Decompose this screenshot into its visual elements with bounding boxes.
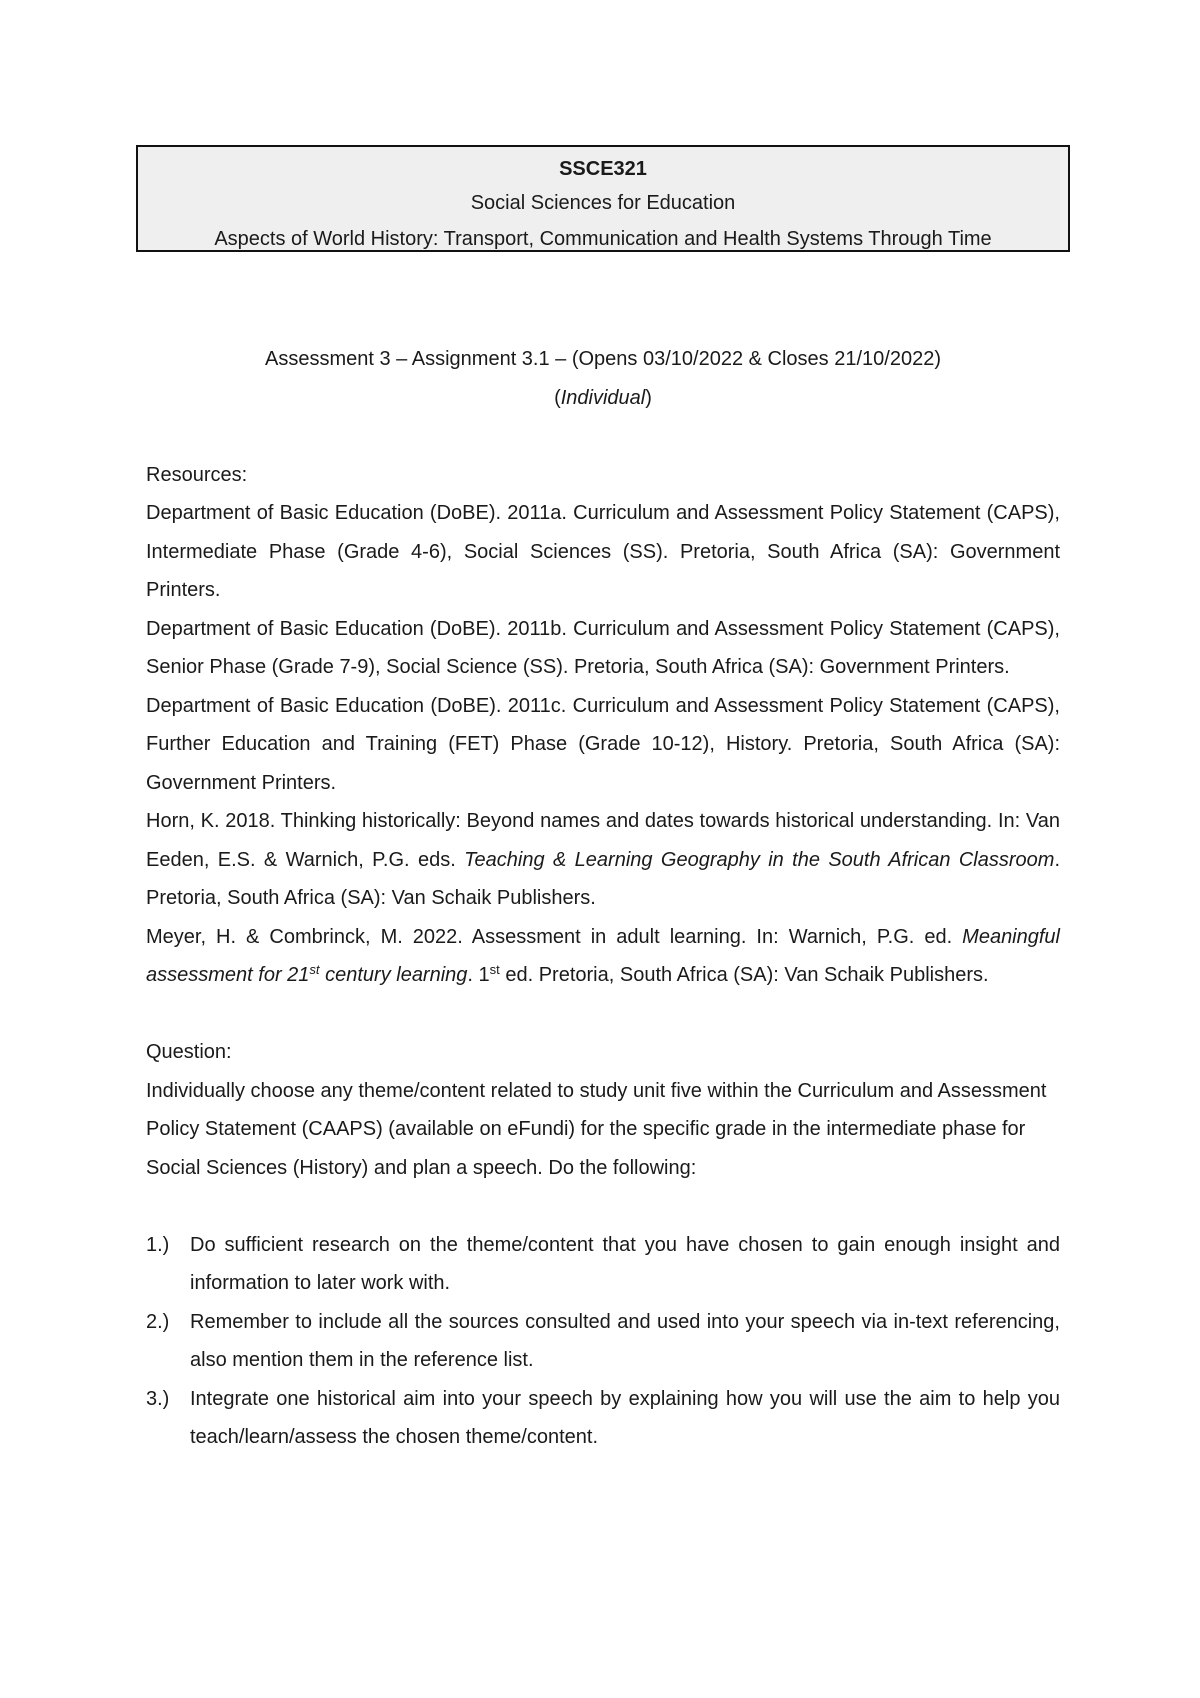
assessment-mode-value: Individual: [560, 386, 646, 409]
reference-book-title-part: Meaningful assessment for 21: [146, 925, 1060, 986]
reference-item: [146, 802, 1060, 918]
task-item: [146, 1380, 1060, 1457]
task-number: 3.): [146, 1387, 170, 1410]
module-topic: Aspects of World History: Transport, Communication and Health Systems Through Time: [214, 228, 992, 250]
reference-book-title-part: century learning: [319, 964, 468, 986]
spacer: [146, 417, 1060, 456]
task-item: [146, 1303, 1060, 1380]
reference-item: Department of Basic Education (DoBE). 2011b. Curriculum and Assessment Policy Statement (CAPS), Senior Phase (Grade 7-9), Social Science (SS). Pretoria, South Africa (SA): Government Printers.: [146, 617, 1060, 678]
assessment-mode-close: ): [645, 386, 652, 409]
reference-item: Department of Basic Education (DoBE). 2011a. Curriculum and Assessment Policy Statement (CAPS), Intermediate Phase (Grade 4-6), Social Sciences (SS). Pretoria, South Africa (SA): Government Printers.: [146, 502, 1060, 601]
task-text: Integrate one historical aim into your speech by explaining how you will use the aim to help you teach/learn/assess the chosen theme/content.: [190, 1387, 1060, 1448]
task-text: Remember to include all the sources consulted and used into your speech via in-text referencing, also mention them in the reference list.: [190, 1310, 1060, 1371]
module-name: Social Sciences for Education: [470, 192, 736, 214]
resources-heading: Resources:: [146, 463, 248, 486]
task-number: 2.): [146, 1310, 170, 1333]
superscript: st: [309, 962, 320, 977]
spacer: [146, 995, 1060, 1034]
reference-book-title: Teaching & Learning Geography in the South African Classroom: [464, 848, 1055, 871]
module-header-box: [136, 145, 1070, 252]
reference-item: [146, 918, 1060, 995]
task-list: [146, 1226, 1060, 1457]
reference-text: Horn, K. 2018. Thinking historically: Beyond names and dates towards historical understanding. In: Van Eeden, E.S. & Warnich, P.G. eds.: [146, 810, 1060, 871]
question-heading: Question:: [146, 1041, 232, 1063]
task-item: [146, 1226, 1060, 1303]
spacer: [146, 1187, 1060, 1226]
task-text: Do sufficient research on the theme/content that you have chosen to gain enough insight and information to later work with.: [190, 1233, 1060, 1294]
module-code: SSCE321: [559, 158, 647, 180]
reference-text: . Pretoria, South Africa (SA): Van Schaik Publishers.: [146, 848, 1060, 909]
document-body: [146, 340, 1060, 1457]
assessment-mode-open: (: [554, 386, 561, 409]
reference-text: Meyer, H. & Combrinck, M. 2022. Assessment in adult learning. In: Warnich, P.G. ed.: [146, 925, 963, 948]
question-intro: Individually choose any theme/content related to study unit five within the Curriculum and Assessment Policy Statement (CAAPS) (available on eFundi) for the specific grade in the intermediate phase for Social Sciences (History) and plan a speech. Do the following:: [146, 1079, 1047, 1179]
superscript: st: [489, 962, 500, 977]
reference-item: Department of Basic Education (DoBE). 2011c. Curriculum and Assessment Policy Statement (CAPS), Further Education and Training (FET) Phase (Grade 10-12), History. Pretoria, South Africa (SA): Government Printers.: [146, 694, 1060, 794]
assessment-title: Assessment 3 – Assignment 3.1 – (Opens 03/10/2022 & Closes 21/10/2022): [265, 348, 941, 370]
assessment-mode: [146, 379, 1060, 418]
reference-text: ed. Pretoria, South Africa (SA): Van Schaik Publishers.: [499, 964, 989, 986]
task-number: 1.): [146, 1233, 170, 1256]
reference-text: . 1: [467, 964, 490, 986]
